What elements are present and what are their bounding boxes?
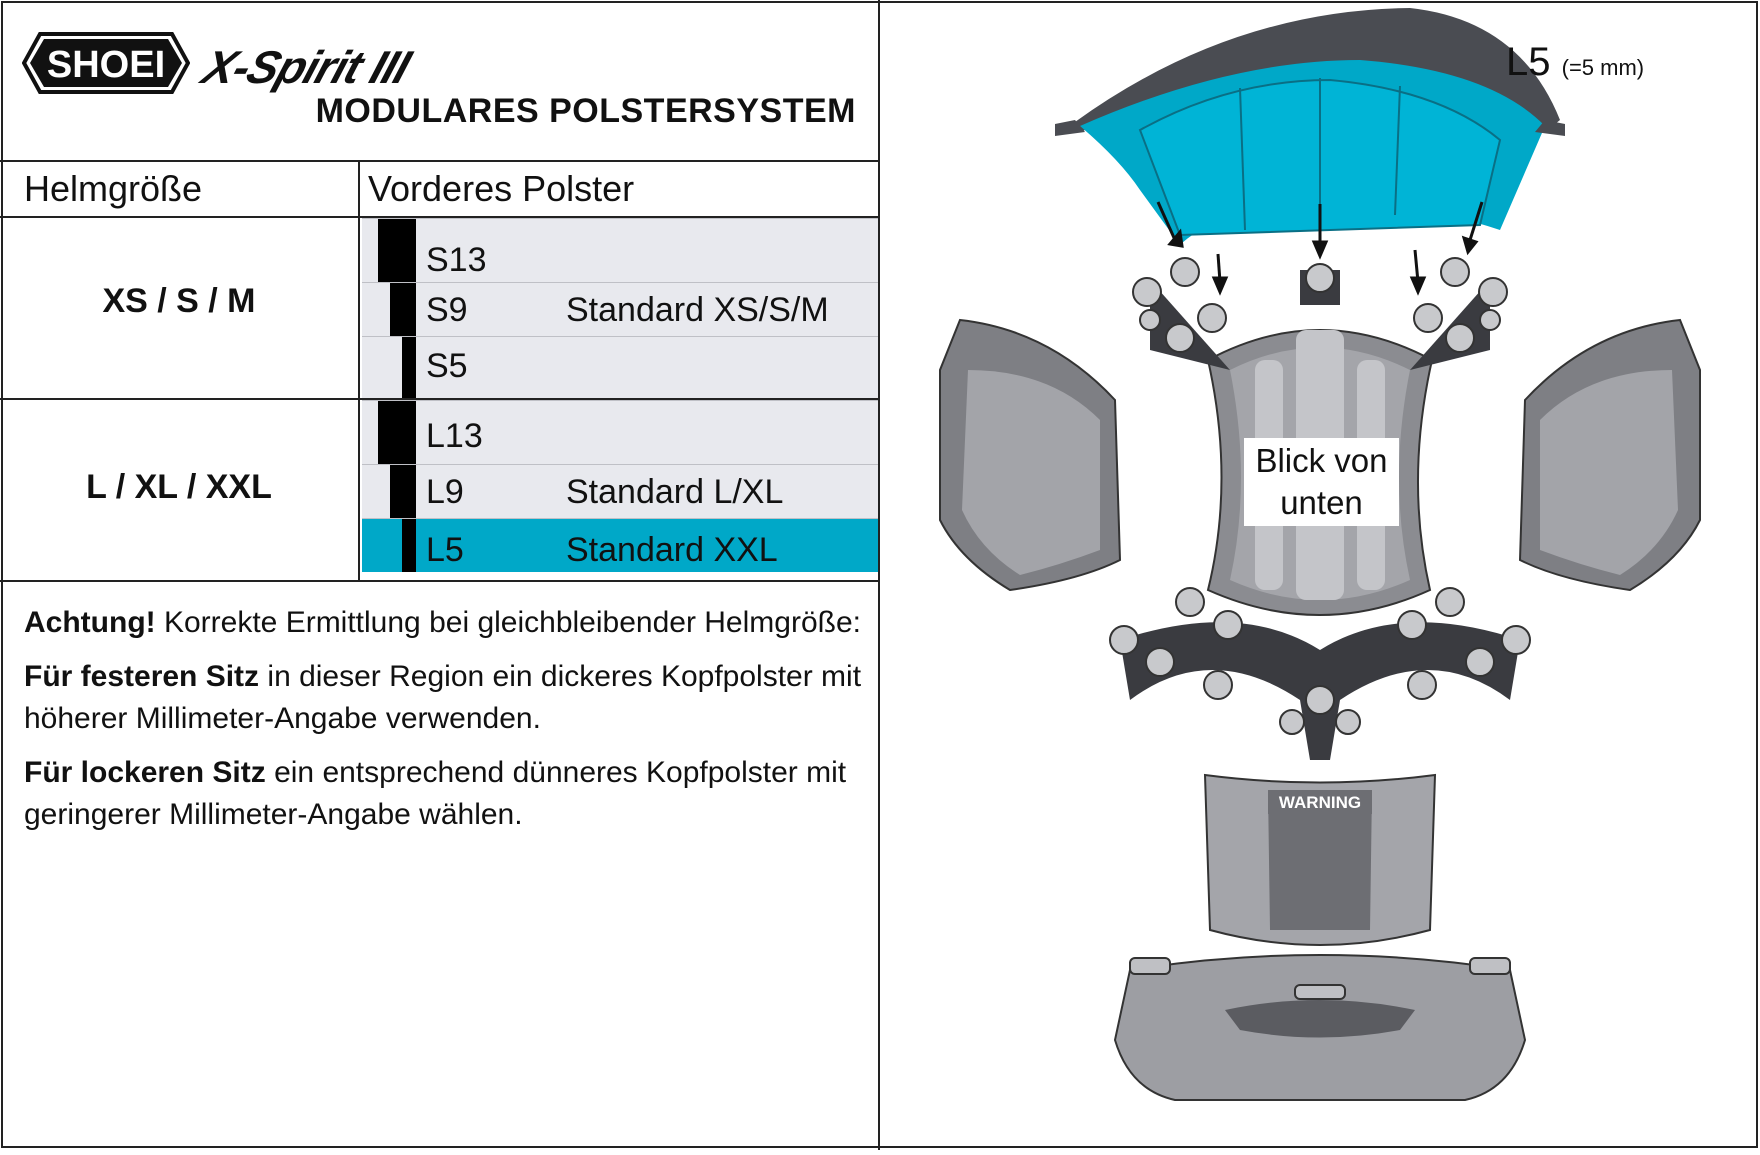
- note-paragraph: Achtung! Korrekte Ermittlung bei gleichbleibender Helmgröße:: [24, 606, 861, 639]
- divider: [358, 160, 360, 580]
- pad-row-s13[interactable]: [362, 218, 878, 282]
- col-header-pad: Vorderes Polster: [368, 168, 635, 209]
- pad-row-l13[interactable]: [362, 400, 878, 464]
- thickness-bar: [402, 337, 416, 398]
- divider: [0, 580, 880, 582]
- front-pad-highlighted[interactable]: [1055, 8, 1565, 245]
- side-pad-left[interactable]: [940, 320, 1120, 590]
- size-group-label: L / XL / XXL: [86, 468, 272, 506]
- pad-row-l5-selected[interactable]: [362, 518, 878, 572]
- pad-size-label: L5 (=5 mm): [1506, 40, 1645, 84]
- header: [0, 0, 878, 162]
- pad-code: L13: [426, 417, 483, 455]
- shoei-logo: [22, 32, 190, 94]
- pad-standard: Standard XS/S/M: [566, 291, 829, 329]
- pad-standard: Standard L/XL: [566, 473, 784, 511]
- pad-code: L5: [426, 531, 464, 569]
- shoei-logo-text: SHOEI: [46, 44, 166, 86]
- model-logo: X-Spirit III: [196, 41, 417, 93]
- liner-diagram: [880, 0, 1760, 1150]
- pad-standard: Standard XXL: [566, 531, 778, 569]
- size-group-label: XS / S / M: [102, 282, 256, 320]
- rear-pad[interactable]: [1205, 775, 1435, 945]
- pad-row-s5[interactable]: [362, 336, 878, 398]
- notes: [24, 602, 864, 848]
- warning-label: WARNING: [1278, 793, 1362, 812]
- left-panel: [0, 0, 880, 1150]
- thickness-bar: [390, 465, 416, 518]
- note-paragraph: Für lockeren Sitz ein entsprechend dünneres Kopfpolster mit geringerer Millimeter-Angabe wählen.: [24, 756, 847, 831]
- pad-code: S13: [426, 241, 487, 279]
- note-paragraph: Für festeren Sitz in dieser Region ein dickeres Kopfpolster mit höherer Millimeter-Angabe verwenden.: [24, 660, 862, 735]
- view-from-below-label: Blick von unten: [1244, 438, 1399, 526]
- pad-code: S9: [426, 291, 468, 329]
- page-subtitle: MODULARES POLSTERSYSTEM: [315, 92, 856, 130]
- chin-pad[interactable]: [1115, 955, 1525, 1100]
- liner-diagram-svg: [880, 0, 1760, 1150]
- pad-code: L9: [426, 473, 464, 511]
- pad-row-l9[interactable]: [362, 464, 878, 518]
- thickness-bar: [378, 219, 416, 282]
- pad-row-s9[interactable]: [362, 282, 878, 336]
- side-pad-right[interactable]: [1520, 320, 1700, 590]
- pad-code: S5: [426, 347, 468, 385]
- thickness-bar: [402, 519, 416, 572]
- col-header-size: Helmgröße: [24, 168, 203, 209]
- thickness-bar: [378, 401, 416, 464]
- thickness-bar: [390, 283, 416, 336]
